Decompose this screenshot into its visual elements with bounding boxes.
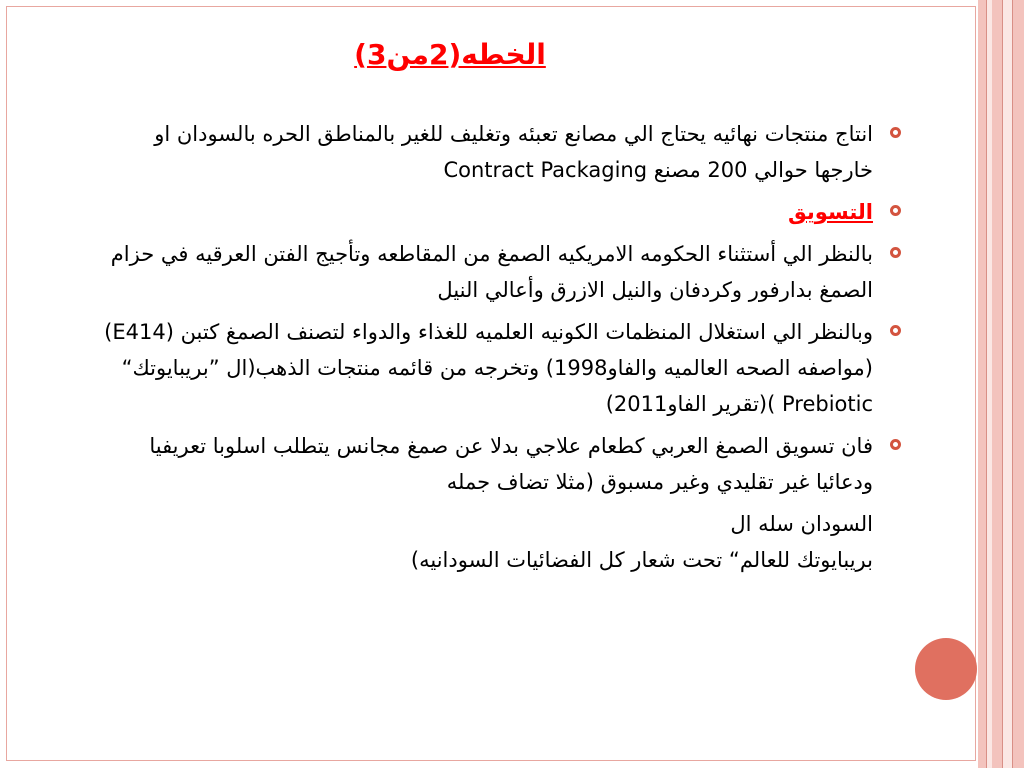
continuation-line: بريبايوتك للعالم“ تحت شعار كل الفضائيات السودانيه) [410, 548, 873, 572]
bullet-circle-icon [890, 439, 901, 450]
bullet-item [96, 116, 901, 188]
decor-line [1012, 0, 1013, 768]
decor-stripe [1002, 0, 1012, 768]
bullet-circle-icon [890, 205, 901, 216]
bullet-text: انتاج منتجات نهائيه يحتاج الي مصانع تعبئه وتغليف للغير بالمناطق الحره بالسودان او خارجها حوالي 200 مصنع Contract Packaging [154, 122, 873, 182]
decor-circle [915, 638, 977, 700]
bullet-item [96, 236, 901, 308]
bullet-item [96, 194, 901, 230]
decor-line [1002, 0, 1003, 768]
bullet-circle-icon [890, 127, 901, 138]
decor-line [986, 0, 987, 768]
slide-title: الخطه(2من3) [354, 38, 546, 71]
section-heading: التسويق [787, 200, 873, 224]
decor-stripe [1012, 0, 1024, 768]
bullet-text: فان تسويق الصمغ العربي كطعام علاجي بدلا عن صمغ مجانس يتطلب اسلوبا تعريفيا ودعائيا غير تقليدي وغير مسبوق (مثلا تضاف جمله [149, 434, 873, 494]
bullet-circle-icon [890, 247, 901, 258]
continuation-line: السودان سله ال [730, 512, 873, 536]
decor-stripe [978, 0, 986, 768]
slide-content [96, 116, 901, 578]
bullet-item [96, 314, 901, 422]
bullet-item [96, 428, 901, 500]
bullet-circle-icon [890, 325, 901, 336]
decor-stripe [992, 0, 1002, 768]
bullet-text: بالنظر الي أستثناء الحكومه الامريكيه الصمغ من المقاطعه وتأجيج الفتن العرقيه في حزام الصمغ بدارفور وكردفان والنيل الازرق وأعالي النيل [110, 242, 873, 302]
bullet-text: وبالنظر الي استغلال المنظمات الكونيه العلميه للغذاء والدواء لتصنف الصمغ كتبن (E414)(مواصفه الصحه العالميه والفاو1998) وتخرجه من قائمه منتجات الذهب(ال ”بريبايوتك“ Prebiotic )(تقرير الفاو2011) [104, 320, 873, 416]
